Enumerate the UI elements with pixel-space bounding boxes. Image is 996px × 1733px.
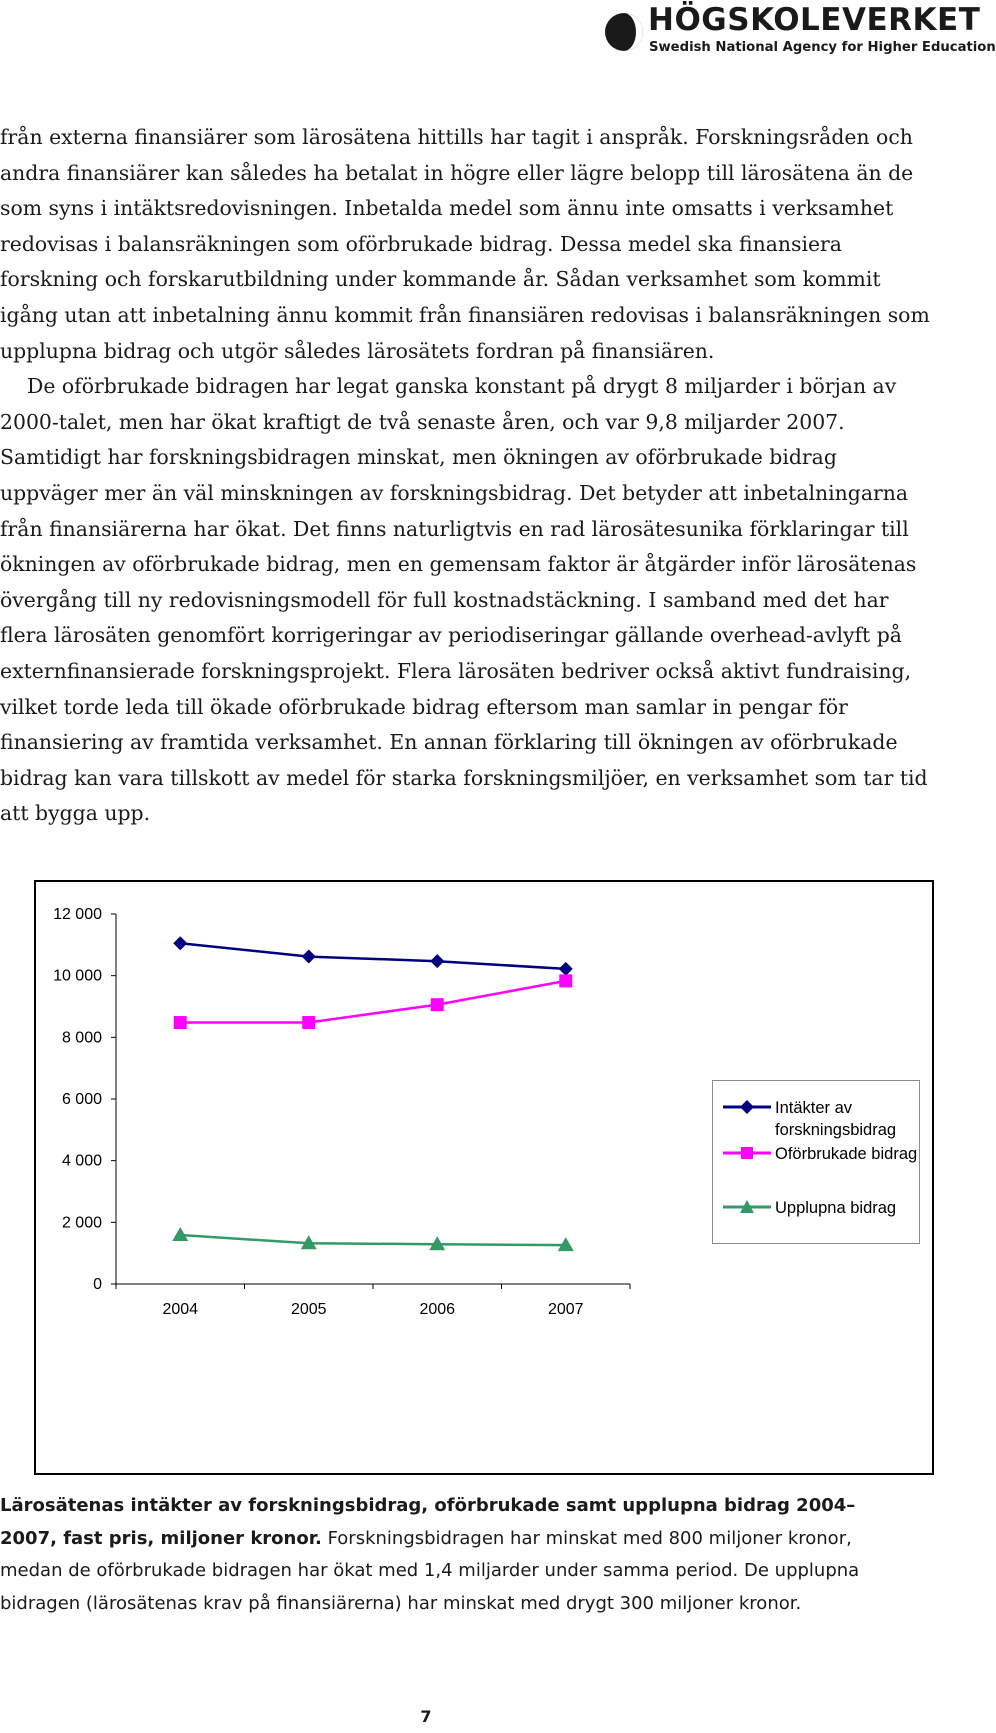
line-chart (34, 880, 934, 1475)
figure-caption (0, 1490, 940, 1620)
caption-line (0, 1523, 940, 1556)
y-tick-label: 2 000 (61, 1214, 102, 1232)
x-tick-label: 2005 (290, 1301, 327, 1318)
legend-triangle-marker-icon (723, 1197, 771, 1217)
legend-label: Intäkter av forskningsbidrag (775, 1099, 897, 1139)
text-line: andra finansiärer kan således ha betalat in högre eller lägre belopp till lärosätena än de (0, 160, 914, 185)
legend-label: Oförbrukade bidrag (775, 1145, 918, 1163)
x-tick-label: 2004 (162, 1301, 199, 1318)
series-line (180, 1235, 566, 1245)
logo-emblem-icon (604, 4, 644, 60)
org-name: HÖGSKOLEVERKET (648, 2, 981, 38)
text-line: vilket torde leda till ökade oförbrukade bidrag eftersom man samlar in pengar för (0, 694, 848, 719)
text-line: övergång till ny redovisningsmodell för full kostnadstäckning. I samband med det har (0, 587, 889, 612)
paragraph-2 (0, 369, 928, 832)
text-line: Samtidigt har forskningsbidragen minskat, men ökningen av oförbrukade bidrag (0, 445, 837, 470)
text-line: flera lärosäten genomfört korrigeringar av periodiseringar gällande overhead-avlyft på (0, 623, 902, 648)
text-line: upplupna bidrag och utgör således lärosätets fordran på finansiären. (0, 338, 715, 363)
org-subtitle: Swedish National Agency for Higher Education (649, 40, 996, 55)
data-point (431, 998, 444, 1011)
text-line: från externa finansiärer som lärosätena hittills har tagit i anspråk. Forskningsråden och (0, 125, 913, 149)
y-tick-label: 12 000 (53, 906, 102, 923)
y-tick-label: 8 000 (61, 1029, 102, 1047)
text-line: redovisas i balansräkningen som oförbrukade bidrag. Dessa medel ska finansiera (0, 231, 842, 256)
series-line (180, 981, 566, 1023)
caption-text: Forskningsbidragen har minskat med 800 miljoner kronor, (321, 1527, 852, 1549)
data-point (559, 962, 573, 976)
text-line: 2000-talet, men har ökat kraftigt de två senaste åren, och var 9,8 miljarder 2007. (0, 409, 845, 434)
data-point (430, 954, 444, 968)
chart-legend (712, 1080, 920, 1244)
text-line: att bygga upp. (0, 801, 151, 826)
legend-diamond-marker-icon (723, 1097, 771, 1117)
text-line: bidrag kan vara tillskott av medel för starka forskningsmiljöer, en verksamhet som tar tid (0, 765, 928, 790)
data-point (559, 974, 572, 987)
page-number: 7 (420, 1707, 432, 1726)
text-line: som syns i intäktsredovisningen. Inbetalda medel som ännu inte omsatts i verksamhet (0, 196, 894, 221)
y-tick-label: 6 000 (61, 1091, 102, 1108)
text-line: externfinansierade forskningsprojekt. Flera lärosäten bedriver också aktivt fundraising, (0, 658, 912, 683)
text-line: finansiering av framtida verksamhet. En annan förklaring till ökningen av oförbrukade (0, 730, 898, 755)
legend-square-marker-icon (723, 1143, 771, 1163)
caption-title-end: 2007, fast pris, miljoner kronor. (0, 1527, 322, 1549)
caption-line (0, 1490, 940, 1523)
text-line: från finansiärerna har ökat. Det finns naturligtvis en rad lärosätesunika förklaringar till (0, 516, 909, 541)
caption-line: medan de oförbrukade bidragen har ökat med 1,4 miljarder under samma period. De upplupna (0, 1560, 860, 1581)
caption-line: bidragen (lärosätenas krav på finansiärerna) har minskat med drygt 300 miljoner kronor. (0, 1592, 802, 1614)
data-point (174, 1016, 187, 1029)
data-point (173, 936, 187, 950)
legend-label: Upplupna bidrag (775, 1199, 897, 1217)
text-line: De oförbrukade bidragen har legat ganska konstant på drygt 8 miljarder i början av (27, 374, 897, 399)
paragraph-1 (0, 120, 930, 369)
org-logo (604, 0, 996, 66)
text-line: forskning och forskarutbildning under kommande år. Sådan verksamhet som kommit (0, 267, 881, 292)
x-tick-label: 2007 (547, 1301, 584, 1318)
data-point (172, 1227, 188, 1241)
text-line: uppväger mer än väl minskningen av forskningsbidrag. Det betyder att inbetalningarna (0, 480, 909, 505)
text-line: ökningen av oförbrukade bidrag, men en gemensam faktor är åtgärder inför lärosätenas (0, 552, 917, 577)
text-line: igång utan att inbetalning ännu kommit från finansiären redovisas i balansräkningen som (0, 302, 930, 327)
y-tick-label: 10 000 (53, 967, 102, 985)
data-point (302, 1016, 315, 1029)
body-text (0, 120, 930, 832)
x-tick-label: 2006 (419, 1301, 456, 1318)
data-point (302, 950, 316, 964)
series-line (180, 943, 566, 969)
caption-title: Lärosätenas intäkter av forskningsbidrag, oförbrukade samt upplupna bidrag 2004– (0, 1495, 856, 1516)
y-tick-label: 0 (93, 1276, 102, 1293)
y-tick-label: 4 000 (61, 1152, 102, 1170)
